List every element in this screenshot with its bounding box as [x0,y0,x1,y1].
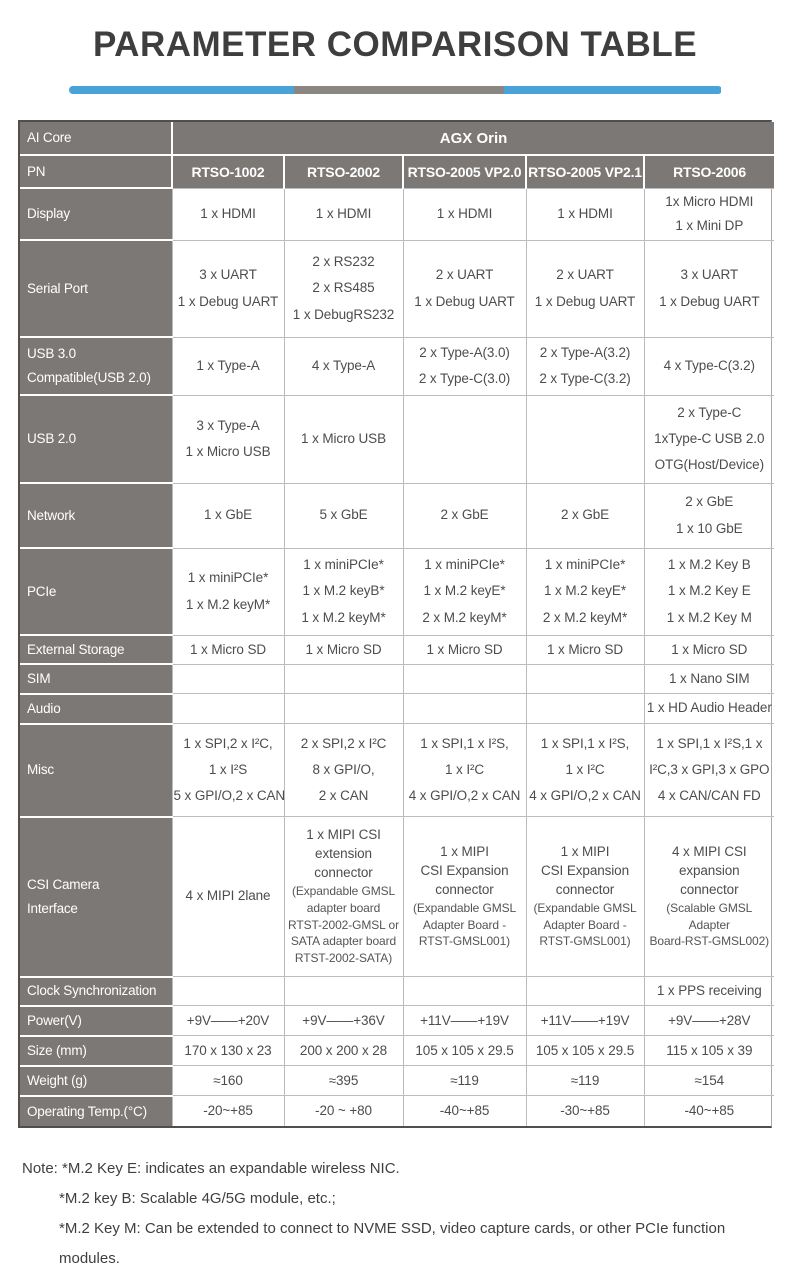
divider-segment-blue-right [504,86,721,94]
cell-misc-col3: 1 x SPI,1 x I²S, 1 x I²C 4 x GPI/O,2 x CAN [403,724,526,817]
column-header-rtso-1002: RTSO-1002 [172,155,284,188]
row-label-storage: External Storage [20,635,172,664]
cell-pcie-col1: 1 x miniPCIe* 1 x M.2 keyM* [172,548,284,635]
ai-core-label: AI Core [20,122,172,155]
footnotes [22,1154,790,1274]
cell-misc-col5: 1 x SPI,1 x I²S,1 x I²C,3 x GPI,3 x GPO 4 x CAN/CAN FD [644,724,774,817]
cell-serial-col2: 2 x RS232 2 x RS485 1 x DebugRS232 [284,240,403,337]
cell-audio-col2 [284,694,403,724]
cell-power-col2: +9V——+36V [284,1006,403,1036]
cell-network-col5: 2 x GbE 1 x 10 GbE [644,483,774,548]
pn-label: PN [20,155,172,188]
cell-display-col2: 1 x HDMI [284,188,403,240]
divider-segment-gray-middle [294,86,504,94]
row-label-clock: Clock Synchronization [20,977,172,1006]
cell-audio-col4 [526,694,644,724]
cell-network-col2: 5 x GbE [284,483,403,548]
cell-storage-col5: 1 x Micro SD [644,635,774,664]
page-title: PARAMETER COMPARISON TABLE [92,25,698,64]
cell-storage-col4: 1 x Micro SD [526,635,644,664]
row-label-sim: SIM [20,664,172,693]
cell-misc-col2: 2 x SPI,2 x I²C 8 x GPI/O, 2 x CAN [284,724,403,817]
row-label-weight: Weight (g) [20,1066,172,1096]
cell-display-col4: 1 x HDMI [526,188,644,240]
cell-size-col3: 105 x 105 x 29.5 [403,1036,526,1066]
cell-csi-col5: 4 x MIPI CSI expansion connector (Scalable GMSL Adapter Board-RST-GMSL002) [644,817,774,977]
cell-pcie-col3: 1 x miniPCIe* 1 x M.2 keyE* 2 x M.2 keyM* [403,548,526,635]
table-row-audio [20,694,774,724]
table-row-usb3 [20,337,774,395]
row-label-usb3: USB 3.0 Compatible(USB 2.0) [20,337,172,395]
cell-serial-col5: 3 x UART 1 x Debug UART [644,240,774,337]
cell-pcie-col4: 1 x miniPCIe* 1 x M.2 keyE* 2 x M.2 keyM* [526,548,644,635]
cell-pcie-col2: 1 x miniPCIe* 1 x M.2 keyB* 1 x M.2 keyM* [284,548,403,635]
cell-usb2-col1: 3 x Type-A 1 x Micro USB [172,395,284,483]
cell-clock-col3 [403,977,526,1006]
row-label-size: Size (mm) [20,1036,172,1066]
cell-audio-col1 [172,694,284,724]
cell-temp-col2: -20 ~ +80 [284,1096,403,1126]
cell-network-col4: 2 x GbE [526,483,644,548]
table-row-serial [20,240,774,337]
title-divider [69,86,722,94]
cell-usb3-col1: 1 x Type-A [172,337,284,395]
cell-weight-col5: ≈154 [644,1066,774,1096]
row-label-usb2: USB 2.0 [20,395,172,483]
cell-power-col1: +9V——+20V [172,1006,284,1036]
cell-csi-col1: 4 x MIPI 2lane [172,817,284,977]
table-row-weight [20,1066,774,1096]
cell-storage-col1: 1 x Micro SD [172,635,284,664]
row-label-temp: Operating Temp.(°C) [20,1096,172,1126]
cell-temp-col4: -30~+85 [526,1096,644,1126]
cell-display-col3: 1 x HDMI [403,188,526,240]
pn-row [20,155,774,188]
cell-usb3-col4: 2 x Type-A(3.2) 2 x Type-C(3.2) [526,337,644,395]
cell-size-col4: 105 x 105 x 29.5 [526,1036,644,1066]
cell-clock-col2 [284,977,403,1006]
cell-weight-col2: ≈395 [284,1066,403,1096]
cell-usb3-col5: 4 x Type-C(3.2) [644,337,774,395]
cell-temp-col1: -20~+85 [172,1096,284,1126]
cell-usb3-col2: 4 x Type-A [284,337,403,395]
table-row-storage [20,635,774,664]
cell-sim-col2 [284,664,403,693]
column-header-rtso-2002: RTSO-2002 [284,155,403,188]
table-row-display [20,188,774,240]
cell-clock-col4 [526,977,644,1006]
cell-usb2-col4 [526,395,644,483]
row-label-misc: Misc [20,724,172,817]
cell-serial-col1: 3 x UART 1 x Debug UART [172,240,284,337]
cell-misc-col4: 1 x SPI,1 x I²S, 1 x I²C 4 x GPI/O,2 x CAN [526,724,644,817]
cell-usb2-col5: 2 x Type-C 1xType-C USB 2.0 OTG(Host/Device) [644,395,774,483]
cell-audio-col5: 1 x HD Audio Header [644,694,774,724]
table-row-csi [20,817,774,977]
column-header-rtso-2005-vp20: RTSO-2005 VP2.0 [403,155,526,188]
row-label-serial: Serial Port [20,240,172,337]
ai-core-value: AGX Orin [172,122,774,155]
table-row-power [20,1006,774,1036]
cell-network-col1: 1 x GbE [172,483,284,548]
cell-clock-col1 [172,977,284,1006]
table-row-temp [20,1096,774,1126]
cell-storage-col2: 1 x Micro SD [284,635,403,664]
row-label-power: Power(V) [20,1006,172,1036]
cell-usb2-col3 [403,395,526,483]
cell-usb2-col2: 1 x Micro USB [284,395,403,483]
cell-csi-col2: 1 x MIPI CSI extension connector (Expandable GMSL adapter board RTST-2002-GMSL or SATA adapter board RTST-2002-SATA) [284,817,403,977]
row-label-audio: Audio [20,694,172,724]
table-row-size [20,1036,774,1066]
cell-size-col2: 200 x 200 x 28 [284,1036,403,1066]
cell-temp-col3: -40~+85 [403,1096,526,1126]
row-label-display: Display [20,188,172,240]
cell-clock-col5: 1 x PPS receiving [644,977,774,1006]
note-line-3: *M.2 Key M: Can be extended to connect to NVME SSD, video capture cards, or other PCIe function modules. [59,1219,726,1267]
cell-csi-col3: 1 x MIPI CSI Expansion connector (Expandable GMSL Adapter Board - RTST-GMSL001) [403,817,526,977]
row-label-csi: CSI Camera Interface [20,817,172,977]
cell-power-col5: +9V——+28V [644,1006,774,1036]
table-row-usb2 [20,395,774,483]
cell-display-col5: 1x Micro HDMI 1 x Mini DP [644,188,774,240]
cell-sim-col4 [526,664,644,693]
cell-serial-col3: 2 x UART 1 x Debug UART [403,240,526,337]
cell-sim-col1 [172,664,284,693]
cell-usb3-col3: 2 x Type-A(3.0) 2 x Type-C(3.0) [403,337,526,395]
comparison-table [20,122,774,1126]
table-row-network [20,483,774,548]
row-label-pcie: PCIe [20,548,172,635]
cell-pcie-col5: 1 x M.2 Key B 1 x M.2 Key E 1 x M.2 Key M [644,548,774,635]
table-row-clock [20,977,774,1006]
cell-serial-col4: 2 x UART 1 x Debug UART [526,240,644,337]
row-label-network: Network [20,483,172,548]
table-row-sim [20,664,774,693]
parameter-comparison-table [18,120,772,1128]
cell-storage-col3: 1 x Micro SD [403,635,526,664]
ai-core-row [20,122,774,155]
cell-sim-col3 [403,664,526,693]
cell-sim-col5: 1 x Nano SIM [644,664,774,693]
cell-power-col3: +11V——+19V [403,1006,526,1036]
cell-weight-col3: ≈119 [403,1066,526,1096]
note-line-2: *M.2 key B: Scalable 4G/5G module, etc.; [59,1189,336,1207]
cell-csi-col4: 1 x MIPI CSI Expansion connector (Expandable GMSL Adapter Board - RTST-GMSL001) [526,817,644,977]
cell-temp-col5: -40~+85 [644,1096,774,1126]
cell-size-col5: 115 x 105 x 39 [644,1036,774,1066]
column-header-rtso-2006: RTSO-2006 [644,155,774,188]
cell-network-col3: 2 x GbE [403,483,526,548]
cell-size-col1: 170 x 130 x 23 [172,1036,284,1066]
cell-display-col1: 1 x HDMI [172,188,284,240]
cell-misc-col1: 1 x SPI,2 x I²C, 1 x I²S 5 x GPI/O,2 x CAN [172,724,284,817]
cell-power-col4: +11V——+19V [526,1006,644,1036]
cell-weight-col4: ≈119 [526,1066,644,1096]
divider-segment-blue-left [69,86,294,94]
cell-weight-col1: ≈160 [172,1066,284,1096]
note-line-1: Note: *M.2 Key E: indicates an expandable wireless NIC. [22,1159,400,1177]
table-row-misc [20,724,774,817]
table-row-pcie [20,548,774,635]
column-header-rtso-2005-vp21: RTSO-2005 VP2.1 [526,155,644,188]
cell-audio-col3 [403,694,526,724]
